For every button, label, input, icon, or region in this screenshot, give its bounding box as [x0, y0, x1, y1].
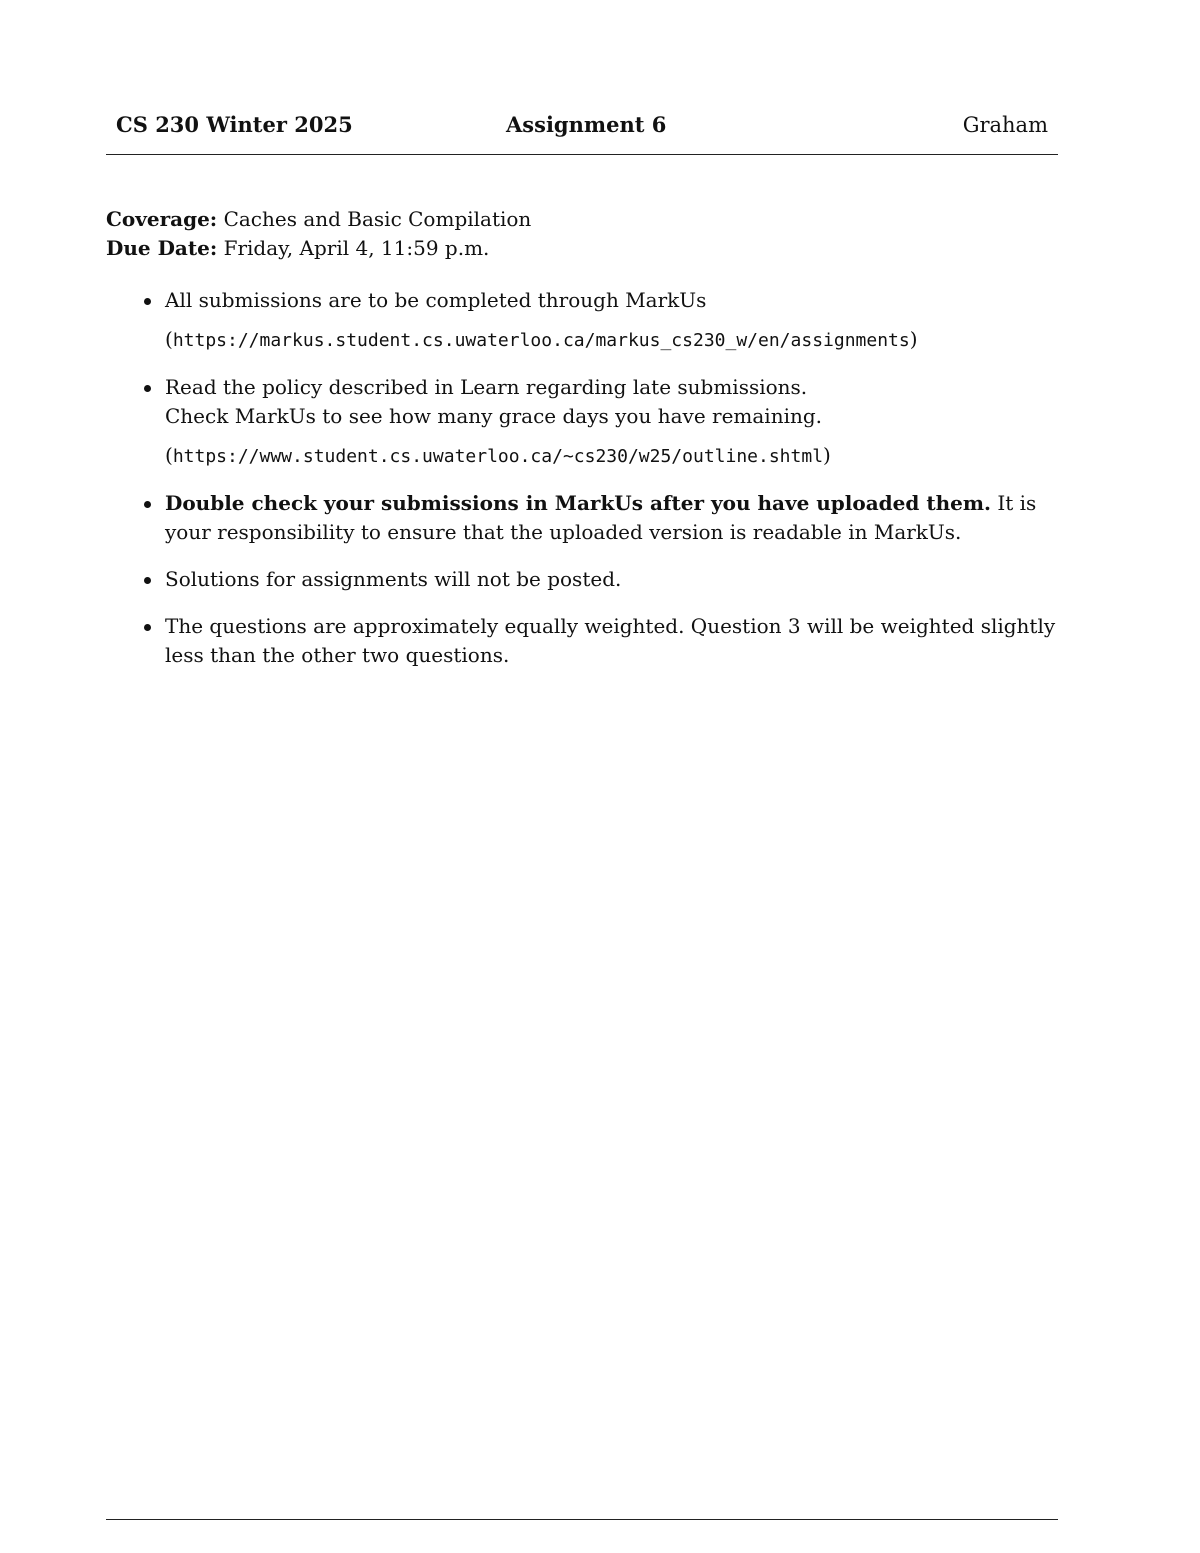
- assignment-meta: [106, 205, 531, 263]
- footer-rule: [106, 1519, 1058, 1520]
- bullet-text: Read the policy described in Learn regarding late submissions.: [165, 375, 808, 399]
- instructions-list: [106, 286, 1058, 688]
- list-item: [106, 612, 1058, 670]
- url-line: [165, 325, 1058, 355]
- list-item: [106, 565, 1058, 594]
- outline-link[interactable]: https://www.student.cs.uwaterloo.ca/~cs230/w25/outline.shtml: [172, 446, 824, 467]
- bullet-text: [165, 489, 1058, 547]
- bullet-icon: [144, 577, 151, 584]
- emphasis-text: Double check your submissions in MarkUs after you have uploaded them.: [165, 491, 991, 515]
- paren-open: (: [165, 327, 173, 351]
- bullet-text: The questions are approximately equally weighted. Question 3 will be weighted slightly less than the other two questions.: [165, 614, 1056, 667]
- paren-open: (: [165, 443, 173, 467]
- paren-close: ): [823, 443, 831, 467]
- coverage-line: [106, 205, 531, 234]
- bullet-icon: [144, 624, 151, 631]
- course-title: CS 230 Winter 2025: [116, 112, 353, 137]
- list-item: [106, 489, 1058, 547]
- list-item: [106, 286, 1058, 355]
- bullet-text: All submissions are to be completed through MarkUs: [165, 288, 707, 312]
- assignment-title: Assignment 6: [506, 112, 667, 137]
- list-item: [106, 373, 1058, 471]
- bullet-text: Check MarkUs to see how many grace days you have remaining.: [165, 404, 823, 428]
- url-line: [165, 441, 1058, 471]
- coverage-value: Caches and Basic Compilation: [223, 207, 532, 231]
- paren-close: ): [909, 327, 918, 351]
- page-header: [106, 108, 1058, 142]
- bullet-icon: [144, 298, 151, 305]
- header-rule: [106, 154, 1058, 155]
- markus-link[interactable]: https://markus.student.cs.uwaterloo.ca/markus_cs230_w/en/assignments: [172, 330, 910, 351]
- due-date-line: [106, 234, 531, 263]
- bullet-icon: [144, 385, 151, 392]
- due-date-value: Friday, April 4, 11:59 p.m.: [223, 236, 490, 260]
- due-date-label: Due Date:: [106, 236, 218, 260]
- coverage-label: Coverage:: [106, 207, 218, 231]
- bullet-icon: [144, 501, 151, 508]
- bullet-text: Solutions for assignments will not be posted.: [165, 567, 622, 591]
- bullet-text-rest: It is your responsibility to ensure that the uploaded version is readable in MarkUs.: [165, 491, 1037, 544]
- instructor-name: Graham: [962, 113, 1048, 137]
